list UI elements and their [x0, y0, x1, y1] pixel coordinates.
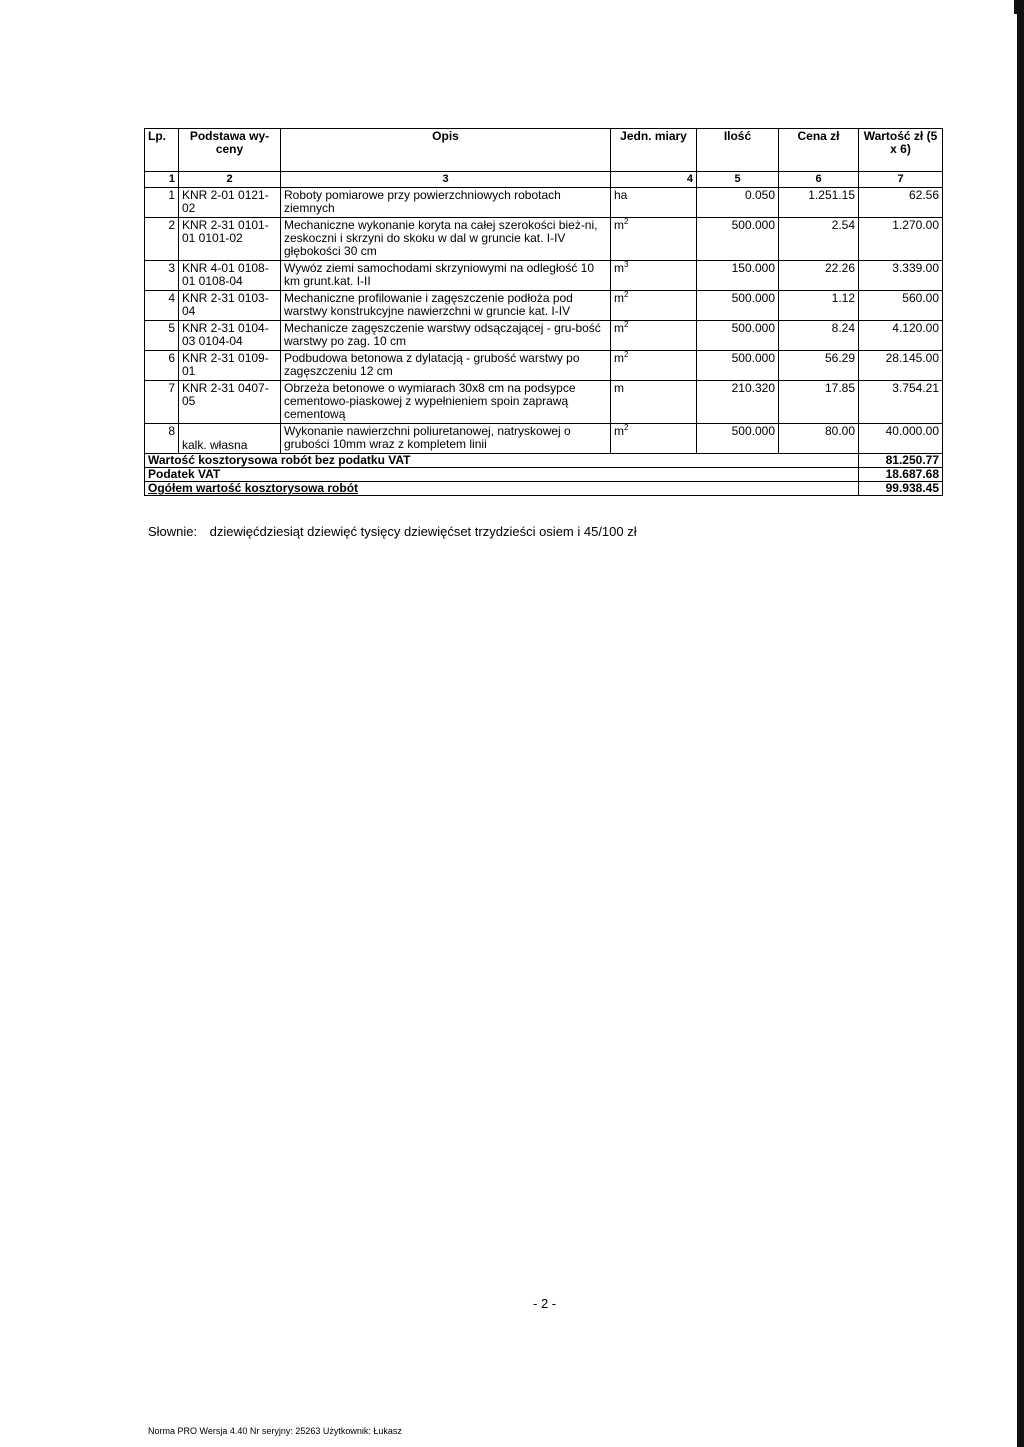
- row-qty: 0.050: [697, 188, 779, 218]
- row-unit: ha: [611, 188, 697, 218]
- row-basis: KNR 2-31 0109-01: [179, 351, 281, 381]
- table-row: [145, 321, 943, 351]
- col-number: 5: [697, 172, 779, 188]
- row-desc: Wywóz ziemi samochodami skrzyniowymi na odległość 10 km grunt.kat. I-II: [281, 261, 611, 291]
- row-basis: KNR 2-31 0407-05: [179, 381, 281, 424]
- table-row: [145, 261, 943, 291]
- amount-in-words-text: dziewięćdziesiąt dziewięć tysięcy dziewięćset trzydzieści osiem i 45/100 zł: [209, 524, 637, 539]
- row-unit: $m^2$: [611, 321, 697, 351]
- header-value: Wartość zł (5 x 6): [859, 129, 943, 172]
- row-value: 40.000.00: [859, 424, 943, 454]
- row-lp: 2: [145, 218, 179, 261]
- row-desc: Podbudowa betonowa z dylatacją - grubość warstwy po zagęszczeniu 12 cm: [281, 351, 611, 381]
- row-price: 2.54: [779, 218, 859, 261]
- row-qty: 150.000: [697, 261, 779, 291]
- col-number: 3: [281, 172, 611, 188]
- table-row: [145, 381, 943, 424]
- row-value: 3.339.00: [859, 261, 943, 291]
- header-lp: Lp.: [145, 129, 179, 172]
- row-lp: 4: [145, 291, 179, 321]
- header-row: [145, 129, 943, 172]
- total-value: 18.687.68: [859, 468, 943, 482]
- row-basis: kalk. własna: [179, 424, 281, 454]
- amount-in-words-label: Słownie:: [148, 524, 198, 539]
- row-price: 56.29: [779, 351, 859, 381]
- table-row: [145, 218, 943, 261]
- row-price: 1.12: [779, 291, 859, 321]
- row-lp: 5: [145, 321, 179, 351]
- row-unit: $m^3$: [611, 261, 697, 291]
- row-unit: $m^2$: [611, 424, 697, 454]
- col-number: 2: [179, 172, 281, 188]
- col-number: 1: [145, 172, 179, 188]
- header-basis: Podstawa wy-ceny: [179, 129, 281, 172]
- row-unit: $m^2$: [611, 351, 697, 381]
- row-lp: 8: [145, 424, 179, 454]
- row-basis: KNR 2-31 0103-04: [179, 291, 281, 321]
- header-qty: Ilość: [697, 129, 779, 172]
- total-row-net: [145, 454, 943, 468]
- scan-edge: [1017, 0, 1024, 1447]
- col-number: 7: [859, 172, 943, 188]
- row-qty: 500.000: [697, 218, 779, 261]
- row-desc: Mechanicze zagęszczenie warstwy odsączającej - gru-bość warstwy po zag. 10 cm: [281, 321, 611, 351]
- header-price: Cena zł: [779, 129, 859, 172]
- column-number-row: [145, 172, 943, 188]
- row-unit: $m^2$: [611, 291, 697, 321]
- row-unit: m: [611, 381, 697, 424]
- row-lp: 3: [145, 261, 179, 291]
- total-row-vat: [145, 468, 943, 482]
- row-basis: KNR 4-01 0108-01 0108-04: [179, 261, 281, 291]
- col-number: 6: [779, 172, 859, 188]
- row-value: 3.754.21: [859, 381, 943, 424]
- amount-in-words: [148, 524, 637, 539]
- row-value: 28.145.00: [859, 351, 943, 381]
- row-unit: $m^2$: [611, 218, 697, 261]
- row-price: 17.85: [779, 381, 859, 424]
- row-desc: Mechaniczne profilowanie i zagęszczenie podłoża pod warstwy konstrukcyjne nawierzchni w gruncie kat. I-IV: [281, 291, 611, 321]
- row-value: 62.56: [859, 188, 943, 218]
- row-price: 22.26: [779, 261, 859, 291]
- row-lp: 6: [145, 351, 179, 381]
- row-price: 1.251.15: [779, 188, 859, 218]
- row-value: 560.00: [859, 291, 943, 321]
- total-value: 99.938.45: [859, 482, 943, 496]
- row-price: 80.00: [779, 424, 859, 454]
- total-value: 81.250.77: [859, 454, 943, 468]
- row-basis: KNR 2-31 0101-01 0101-02: [179, 218, 281, 261]
- row-qty: 210.320: [697, 381, 779, 424]
- scan-edge-tick: [1014, 0, 1017, 14]
- total-row-gross: [145, 482, 943, 496]
- row-qty: 500.000: [697, 424, 779, 454]
- table-row: [145, 424, 943, 454]
- row-qty: 500.000: [697, 321, 779, 351]
- table-row: [145, 351, 943, 381]
- header-desc: Opis: [281, 129, 611, 172]
- table-row: [145, 188, 943, 218]
- row-price: 8.24: [779, 321, 859, 351]
- row-lp: 7: [145, 381, 179, 424]
- table-row: [145, 291, 943, 321]
- row-basis: KNR 2-31 0104-03 0104-04: [179, 321, 281, 351]
- row-value: 4.120.00: [859, 321, 943, 351]
- cost-estimate-table: [144, 128, 943, 496]
- row-lp: 1: [145, 188, 179, 218]
- row-desc: Mechaniczne wykonanie koryta na całej szerokości bież-ni, zeskoczni i skrzyni do skoku w dal w gruncie kat. I-IV głębokości 30 cm: [281, 218, 611, 261]
- software-footer: Norma PRO Wersja 4.40 Nr seryjny: 25263 Użytkownik: Łukasz: [148, 1426, 402, 1436]
- total-label: Ogółem wartość kosztorysowa robót: [145, 482, 859, 496]
- row-basis: KNR 2-01 0121-02: [179, 188, 281, 218]
- page-number: - 2 -: [533, 1296, 557, 1311]
- total-label: Podatek VAT: [145, 468, 859, 482]
- row-qty: 500.000: [697, 351, 779, 381]
- row-desc: Roboty pomiarowe przy powierzchniowych robotach ziemnych: [281, 188, 611, 218]
- col-number: 4: [611, 172, 697, 188]
- row-desc: Wykonanie nawierzchni poliuretanowej, natryskowej o grubości 10mm wraz z kompletem linii: [281, 424, 611, 454]
- total-label: Wartość kosztorysowa robót bez podatku VAT: [145, 454, 859, 468]
- row-qty: 500.000: [697, 291, 779, 321]
- row-desc: Obrzeża betonowe o wymiarach 30x8 cm na podsypce cementowo-piaskowej z wypełnieniem spoin zaprawą cementową: [281, 381, 611, 424]
- header-unit: Jedn. miary: [611, 129, 697, 172]
- row-value: 1.270.00: [859, 218, 943, 261]
